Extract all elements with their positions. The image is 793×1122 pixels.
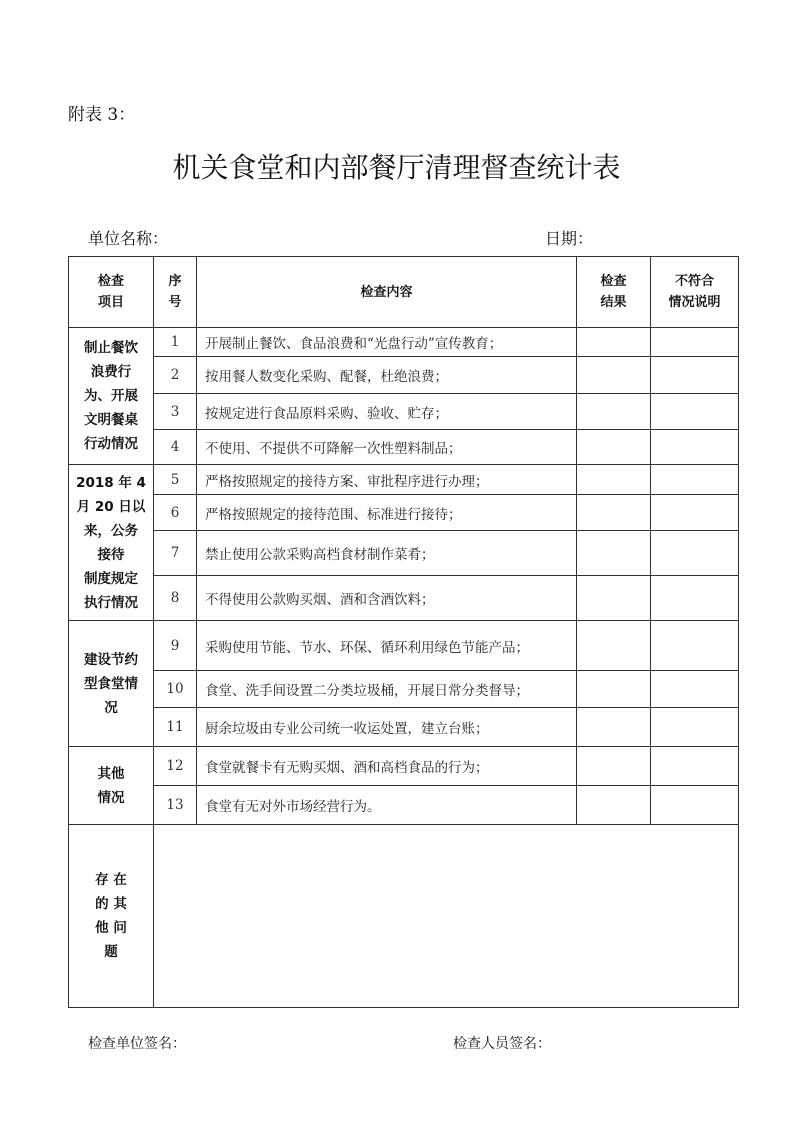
note-field[interactable] (651, 708, 739, 747)
row-content: 食堂、洗手间设置二分类垃圾桶，开展日常分类督导； (197, 671, 577, 708)
row-content: 不使用、不提供不可降解一次性塑料制品； (197, 430, 577, 465)
result-field[interactable] (577, 576, 651, 621)
result-field[interactable] (577, 394, 651, 430)
header-result: 检查 结果 (577, 257, 651, 328)
result-field[interactable] (577, 495, 651, 531)
note-field[interactable] (651, 671, 739, 708)
row-number: 12 (154, 747, 197, 786)
row-number: 1 (154, 328, 197, 357)
row-number: 2 (154, 357, 197, 394)
note-field[interactable] (651, 465, 739, 495)
row-content: 按规定进行食品原料采购、验收、贮存； (197, 394, 577, 430)
row-number: 5 (154, 465, 197, 495)
header-content: 检查内容 (197, 257, 577, 328)
table-row (69, 328, 739, 357)
result-field[interactable] (577, 465, 651, 495)
table-row (69, 621, 739, 671)
table-row (69, 786, 739, 825)
row-content: 食堂就餐卡有无购买烟、酒和高档食品的行为； (197, 747, 577, 786)
row-content: 开展制止餐饮、食品浪费和“光盘行动”宣传教育； (197, 328, 577, 357)
result-field[interactable] (577, 621, 651, 671)
row-number: 3 (154, 394, 197, 430)
row-content: 食堂有无对外市场经营行为。 (197, 786, 577, 825)
result-field[interactable] (577, 430, 651, 465)
row-number: 11 (154, 708, 197, 747)
table-row (69, 430, 739, 465)
result-field[interactable] (577, 671, 651, 708)
result-field[interactable] (577, 328, 651, 357)
row-content: 严格按照规定的接待范围、标准进行接待； (197, 495, 577, 531)
result-field[interactable] (577, 747, 651, 786)
table-row (69, 708, 739, 747)
header-no: 序 号 (154, 257, 197, 328)
page-title: 机关食堂和内部餐厅清理督查统计表 (172, 151, 621, 184)
result-field[interactable] (577, 708, 651, 747)
note-field[interactable] (651, 394, 739, 430)
note-field[interactable] (651, 531, 739, 576)
appendix-label: 附表 3： (68, 105, 136, 125)
other-issues-row (69, 825, 739, 1008)
category-cell: 建设节约 型食堂情 况 (69, 621, 154, 747)
note-field[interactable] (651, 786, 739, 825)
row-number: 7 (154, 531, 197, 576)
row-number: 8 (154, 576, 197, 621)
row-number: 9 (154, 621, 197, 671)
table-header-row (69, 257, 739, 328)
row-content: 厨余垃圾由专业公司统一收运处置，建立台账； (197, 708, 577, 747)
category-cell: 其他 情况 (69, 747, 154, 825)
header-item: 检查 项目 (69, 257, 154, 328)
row-number: 4 (154, 430, 197, 465)
row-content: 按用餐人数变化采购、配餐，杜绝浪费； (197, 357, 577, 394)
note-field[interactable] (651, 357, 739, 394)
table-row (69, 394, 739, 430)
category-cell: 制止餐饮 浪费行 为、开展 文明餐桌 行动情况 (69, 328, 154, 465)
result-field[interactable] (577, 357, 651, 394)
inspector-signature: 检查人员签名： (453, 1036, 551, 1052)
unit-name-label: 单位名称： (88, 229, 169, 248)
row-content: 不得使用公款购买烟、酒和含酒饮料； (197, 576, 577, 621)
row-content: 严格按照规定的接待方案、审批程序进行办理； (197, 465, 577, 495)
note-field[interactable] (651, 430, 739, 465)
table-row (69, 465, 739, 495)
note-field[interactable] (651, 576, 739, 621)
row-number: 10 (154, 671, 197, 708)
note-field[interactable] (651, 495, 739, 531)
table-row (69, 357, 739, 394)
category-cell: 2018 年 4 月 20 日以 来，公务 接待 制度规定 执行情况 (69, 465, 154, 621)
result-field[interactable] (577, 531, 651, 576)
date-label: 日期： (545, 229, 594, 248)
note-field[interactable] (651, 747, 739, 786)
table-row (69, 495, 739, 531)
row-content: 禁止使用公款采购高档食材制作菜肴； (197, 531, 577, 576)
inspecting-unit-signature: 检查单位签名： (88, 1036, 186, 1052)
table-row (69, 747, 739, 786)
row-number: 6 (154, 495, 197, 531)
header-note: 不符合 情况说明 (651, 257, 739, 328)
note-field[interactable] (651, 621, 739, 671)
category-other-issues: 存 在 的 其 他 问 题 (69, 825, 154, 1008)
table-row (69, 531, 739, 576)
note-field[interactable] (651, 328, 739, 357)
other-issues-field[interactable] (154, 825, 739, 1008)
table-row (69, 576, 739, 621)
inspection-table (68, 256, 739, 1008)
row-number: 13 (154, 786, 197, 825)
result-field[interactable] (577, 786, 651, 825)
row-content: 采购使用节能、节水、环保、循环利用绿色节能产品； (197, 621, 577, 671)
table-row (69, 671, 739, 708)
